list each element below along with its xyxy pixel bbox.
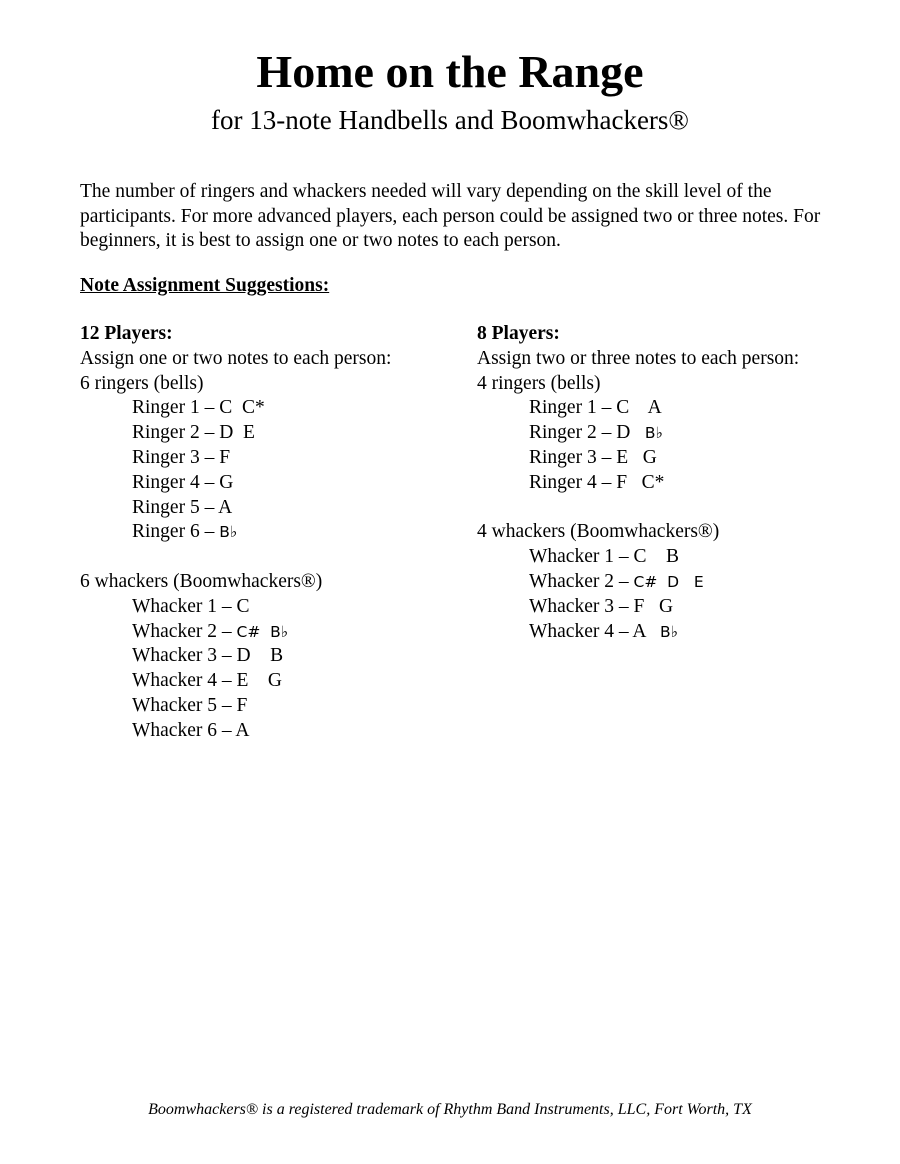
assignment-label: Ringer 4 – F bbox=[529, 471, 628, 493]
page-subtitle: for 13-note Handbells and Boomwhackers® bbox=[211, 105, 689, 135]
assignment-extra: B♭ bbox=[660, 622, 678, 641]
assignment-label: Ringer 4 – G bbox=[132, 471, 234, 493]
assignment-label: Whacker 4 – E bbox=[132, 670, 249, 692]
list-item bbox=[477, 570, 857, 595]
twelve-players-instruction: Assign one or two notes to each person: bbox=[80, 347, 392, 369]
list-item bbox=[477, 396, 857, 421]
list-item bbox=[80, 694, 460, 719]
list-item bbox=[477, 595, 857, 620]
list-item bbox=[80, 396, 460, 421]
list-item bbox=[477, 471, 857, 496]
assignment-label: Whacker 3 – D bbox=[132, 645, 251, 667]
assignment-extra: A bbox=[647, 397, 662, 419]
twelve-players-ringers-label: 6 ringers (bells) bbox=[80, 372, 204, 394]
assignment-extra: G bbox=[267, 670, 282, 692]
assignment-label: Ringer 5 – A bbox=[132, 496, 233, 518]
assignment-label: Whacker 1 – C bbox=[132, 595, 250, 617]
list-item bbox=[477, 545, 857, 570]
list-item bbox=[80, 669, 460, 694]
eight-players-instruction: Assign two or three notes to each person: bbox=[477, 347, 800, 369]
assignment-label: Whacker 2 – bbox=[529, 570, 634, 592]
assignment-label: Whacker 3 – F bbox=[529, 595, 645, 617]
twelve-players-column bbox=[80, 322, 460, 744]
intro-paragraph: The number of ringers and whackers needed will vary depending on the skill level of the participants. For more advanced players, each person could be assigned two or three notes. For beginners, it is best to assign one or two notes to each person. bbox=[80, 181, 821, 251]
assignment-label: Ringer 2 – D bbox=[529, 422, 631, 444]
assignment-label: Ringer 1 – C bbox=[132, 397, 233, 419]
assignment-extra: C* bbox=[641, 471, 665, 493]
list-item bbox=[80, 520, 460, 545]
list-item bbox=[477, 620, 857, 645]
list-item bbox=[80, 644, 460, 669]
assignment-label: Ringer 3 – E bbox=[529, 446, 629, 468]
list-item bbox=[80, 496, 460, 521]
twelve-players-whackers-label: 6 whackers (Boomwhackers®) bbox=[80, 570, 323, 592]
eight-players-column bbox=[477, 322, 857, 644]
assignment-label: Whacker 2 – bbox=[132, 620, 237, 642]
eight-players-whackers-label: 4 whackers (Boomwhackers®) bbox=[477, 521, 720, 543]
assignment-label: Whacker 4 – A bbox=[529, 620, 646, 642]
assignment-label: Ringer 3 – F bbox=[132, 446, 231, 468]
list-item bbox=[477, 421, 857, 446]
list-item bbox=[80, 421, 460, 446]
assignment-extra: C# D E bbox=[633, 572, 704, 591]
assignment-extra: C* bbox=[241, 397, 265, 419]
assignment-label: Ringer 6 – bbox=[132, 521, 220, 543]
assignment-extra: E bbox=[243, 422, 255, 444]
page-title: Home on the Range bbox=[256, 46, 644, 97]
list-item bbox=[80, 620, 460, 645]
assignment-label: Ringer 2 – D bbox=[132, 422, 234, 444]
assignment-extra: B♭ bbox=[219, 523, 238, 542]
assignment-extra: B♭ bbox=[644, 424, 663, 443]
assignment-extra: B bbox=[666, 546, 680, 568]
list-item bbox=[80, 446, 460, 471]
assignment-label: Whacker 1 – C bbox=[529, 546, 647, 568]
section-heading: Note Assignment Suggestions: bbox=[80, 275, 330, 296]
assignment-label: Whacker 5 – F bbox=[132, 694, 248, 716]
trademark-footer: Boomwhackers® is a registered trademark of Rhythm Band Instruments, LLC, Fort Worth, TX bbox=[148, 1101, 752, 1118]
eight-players-heading: 8 Players: bbox=[477, 323, 560, 344]
list-item bbox=[80, 719, 460, 744]
assignment-extra: G bbox=[642, 446, 657, 468]
eight-players-ringers-label: 4 ringers (bells) bbox=[477, 372, 601, 394]
assignment-label: Whacker 6 – A bbox=[132, 719, 250, 741]
list-item bbox=[80, 595, 460, 620]
assignment-label: Ringer 1 – C bbox=[529, 397, 630, 419]
twelve-players-heading: 12 Players: bbox=[80, 323, 173, 344]
list-item bbox=[477, 446, 857, 471]
assignment-extra: C# B♭ bbox=[236, 622, 289, 641]
assignment-extra: G bbox=[658, 595, 674, 617]
list-item bbox=[80, 471, 460, 496]
assignment-extra: B bbox=[270, 645, 284, 667]
